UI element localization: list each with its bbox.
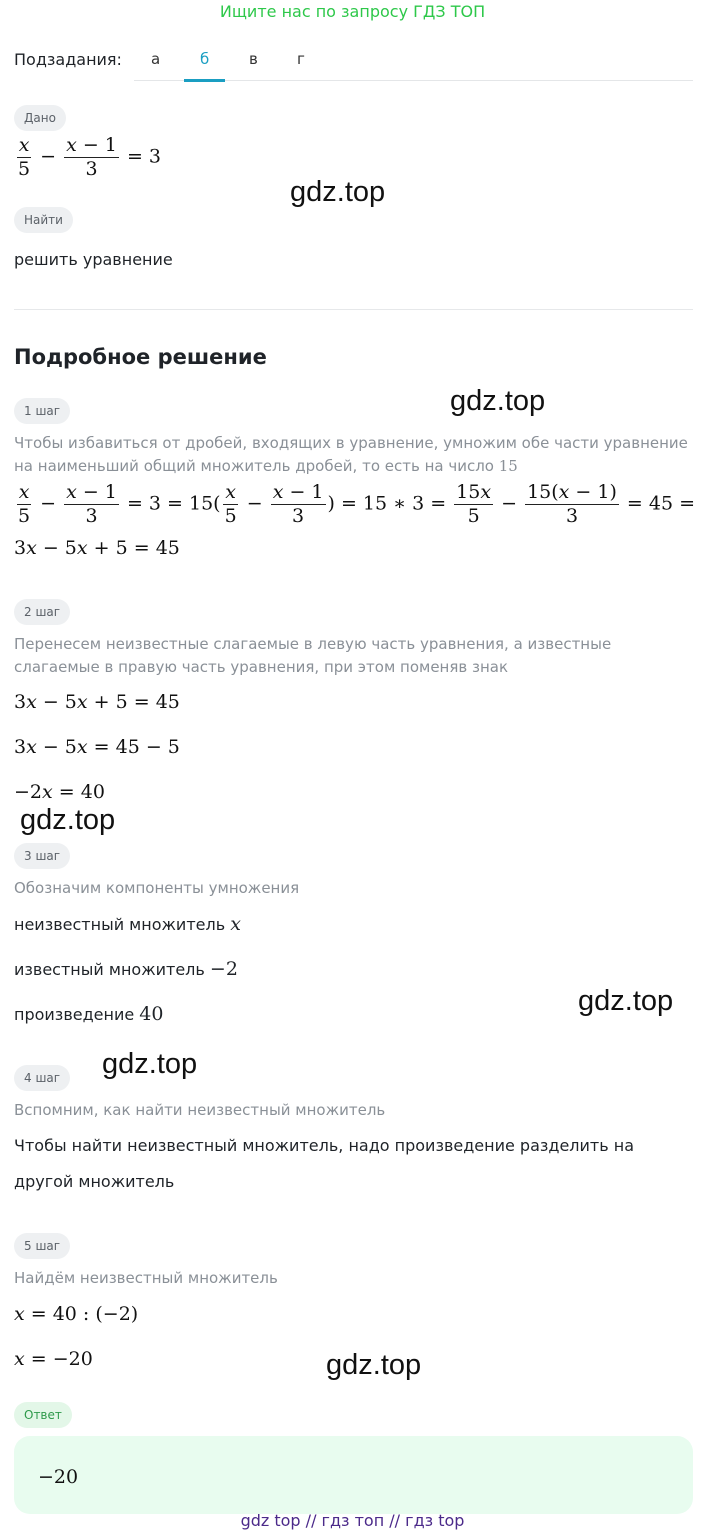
step-5-hint: Найдём неизвестный множитель	[14, 1269, 278, 1287]
subtasks-label: Подзадания:	[14, 50, 122, 69]
step-1-hint: Чтобы избавиться от дробей, входящих в уравнение, умножим обе части уравнение на наименьший общий множитель дробей, то есть на число 15	[14, 434, 688, 475]
given-equation: $\frac{x}{5}$ − $\frac{x - 1}{3}$ = 3	[18, 134, 161, 180]
footer-separator: //	[305, 1511, 322, 1530]
step-2-badge: 2 шаг	[14, 599, 70, 625]
find-badge: Найти	[14, 207, 73, 233]
step-4-hint: Вспомним, как найти неизвестный множитель	[14, 1101, 386, 1119]
watermark-2: gdz.top	[450, 385, 546, 417]
tab-v[interactable]: в	[249, 50, 258, 68]
step-3-line-1: неизвестный множитель x	[14, 913, 241, 935]
footer-link-2[interactable]: гдз топ	[321, 1511, 385, 1530]
top-banner[interactable]: Ищите нас по запросу ГДЗ ТОП	[219, 2, 486, 21]
step-1-equation: $\frac{x}{5}$ − $\frac{x - 1}{3}$ = 3 = 15( $\frac{x}{5}$ − $\frac{x - 1}{3}$ ) = 15 ∗ 3 = $\frac{15x}{5}$ − $\frac{15(x - 1)}{3}$ = 45 =	[18, 481, 696, 527]
section-divider	[14, 309, 693, 310]
step-2-eq-1: 3x − 5x + 5 = 45	[14, 691, 180, 713]
given-badge: Дано	[14, 105, 66, 131]
step-5-eq-2: x = −20	[14, 1348, 93, 1370]
watermark-6: gdz.top	[326, 1349, 422, 1381]
step-3-badge: 3 шаг	[14, 843, 70, 869]
step-4-text-2: другой множитель	[14, 1172, 175, 1191]
step-4-text-1: Чтобы найти неизвестный множитель, надо произведение разделить на	[14, 1136, 635, 1155]
watermark-5: gdz.top	[102, 1048, 198, 1080]
tab-g[interactable]: г	[297, 50, 305, 68]
step-1-equation-cont: 3x − 5x + 5 = 45	[14, 537, 180, 559]
footer-separator: //	[389, 1511, 406, 1530]
step-3-line-3: произведение 40	[14, 1003, 164, 1025]
find-text: решить уравнение	[14, 250, 173, 269]
active-tab-indicator	[184, 79, 225, 82]
step-2-hint: Перенесем неизвестные слагаемые в левую часть уравнения, а известные слагаемые в правую часть уравнения, при этом поменяв знак	[14, 635, 612, 676]
answer-value: −20	[38, 1466, 79, 1488]
footer-links	[0, 1511, 705, 1530]
step-2-eq-2: 3x − 5x = 45 − 5	[14, 736, 180, 758]
step-2-eq-3: −2x = 40	[14, 781, 105, 803]
answer-badge: Ответ	[14, 1402, 72, 1428]
step-3-hint: Обозначим компоненты умножения	[14, 879, 300, 897]
step-5-eq-1: x = 40 : (−2)	[14, 1303, 139, 1325]
step-5-badge: 5 шаг	[14, 1233, 70, 1259]
watermark-1: gdz.top	[290, 176, 386, 208]
tab-a[interactable]: а	[151, 50, 161, 68]
watermark-3: gdz.top	[20, 804, 116, 836]
step-3-line-2: известный множитель −2	[14, 958, 238, 980]
step-1-badge: 1 шаг	[14, 398, 70, 424]
solution-title: Подробное решение	[14, 345, 267, 369]
step-4-badge: 4 шаг	[14, 1065, 70, 1091]
watermark-4: gdz.top	[578, 985, 674, 1017]
footer-link-1[interactable]: gdz top	[240, 1511, 301, 1530]
tab-b[interactable]: б	[200, 50, 210, 68]
answer-box	[14, 1436, 693, 1514]
footer-link-3[interactable]: гдз top	[405, 1511, 465, 1530]
